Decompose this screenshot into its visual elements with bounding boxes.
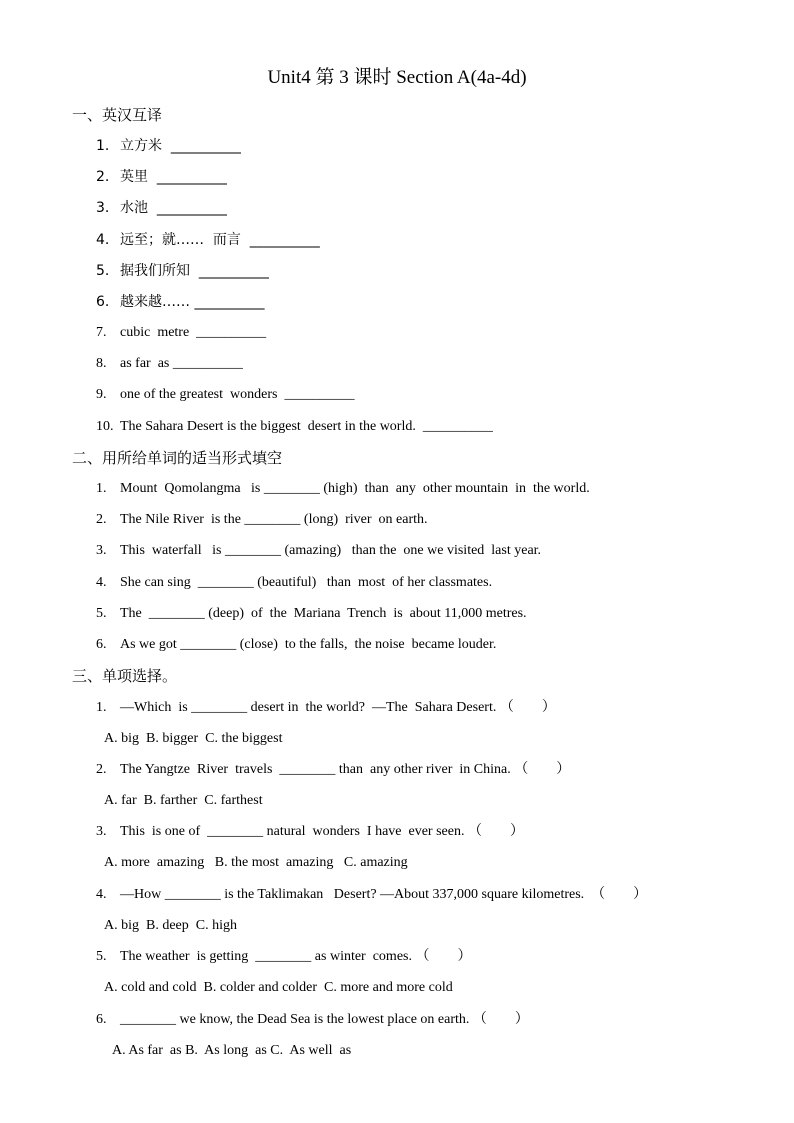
list-item: 1. 立方米 __________ <box>96 138 241 154</box>
list-item: 3. This waterfall is ________ (amazing) than the one we visited last year. <box>96 543 542 558</box>
answer-options: A. big B. bigger C. the biggest <box>104 731 283 746</box>
list-item: 10. The Sahara Desert is the biggest desert in the world. __________ <box>96 419 493 434</box>
question-item: 3. This is one of ________ natural wonders I have ever seen. （ ） <box>96 824 524 839</box>
answer-options: A. As far as B. As long as C. As well as <box>112 1043 352 1058</box>
answer-options: A. cold and cold B. colder and colder C. more and more cold <box>104 980 453 995</box>
list-item: 9. one of the greatest wonders __________ <box>96 387 355 402</box>
question-item: 5. The weather is getting ________ as winter comes. （ ） <box>96 949 472 964</box>
list-item: 6. 越来越…… __________ <box>96 294 265 310</box>
list-item: 3. 水池 __________ <box>96 200 227 216</box>
list-item: 8. as far as __________ <box>96 356 243 371</box>
answer-options: A. big B. deep C. high <box>104 918 237 933</box>
page-title: Unit4 第 3 课时 Section A(4a-4d) <box>267 67 527 88</box>
section-heading-fill-blanks: 二、用所给单词的适当形式填空 <box>72 449 283 467</box>
answer-options: A. far B. farther C. farthest <box>104 793 263 808</box>
answer-options: A. more amazing B. the most amazing C. amazing <box>104 855 408 870</box>
list-item: 6. As we got ________ (close) to the falls, the noise became louder. <box>96 637 497 652</box>
list-item: 4. 远至；就…… 而言 __________ <box>96 232 320 248</box>
question-item: 4. —How ________ is the Taklimakan Desert? —About 337,000 square kilometres. （ ） <box>96 887 648 902</box>
list-item: 4. She can sing ________ (beautiful) than most of her classmates. <box>96 575 493 590</box>
list-item: 2. The Nile River is the ________ (long) river on earth. <box>96 512 428 527</box>
section-heading-multiple-choice: 三、单项选择。 <box>72 667 178 685</box>
list-item: 7. cubic metre __________ <box>96 325 267 340</box>
list-item: 2. 英里 __________ <box>96 169 227 185</box>
question-item: 6. ________ we know, the Dead Sea is the lowest place on earth. （ ） <box>96 1012 529 1027</box>
question-item: 2. The Yangtze River travels ________ than any other river in China. （ ） <box>96 762 571 777</box>
list-item: 5. The ________ (deep) of the Mariana Trench is about 11,000 metres. <box>96 606 527 621</box>
section-heading-translation: 一、英汉互译 <box>72 106 163 124</box>
list-item: 5. 据我们所知 __________ <box>96 263 269 279</box>
question-item: 1. —Which is ________ desert in the world? —The Sahara Desert. （ ） <box>96 700 556 715</box>
list-item: 1. Mount Qomolangma is ________ (high) than any other mountain in the world. <box>96 481 590 496</box>
